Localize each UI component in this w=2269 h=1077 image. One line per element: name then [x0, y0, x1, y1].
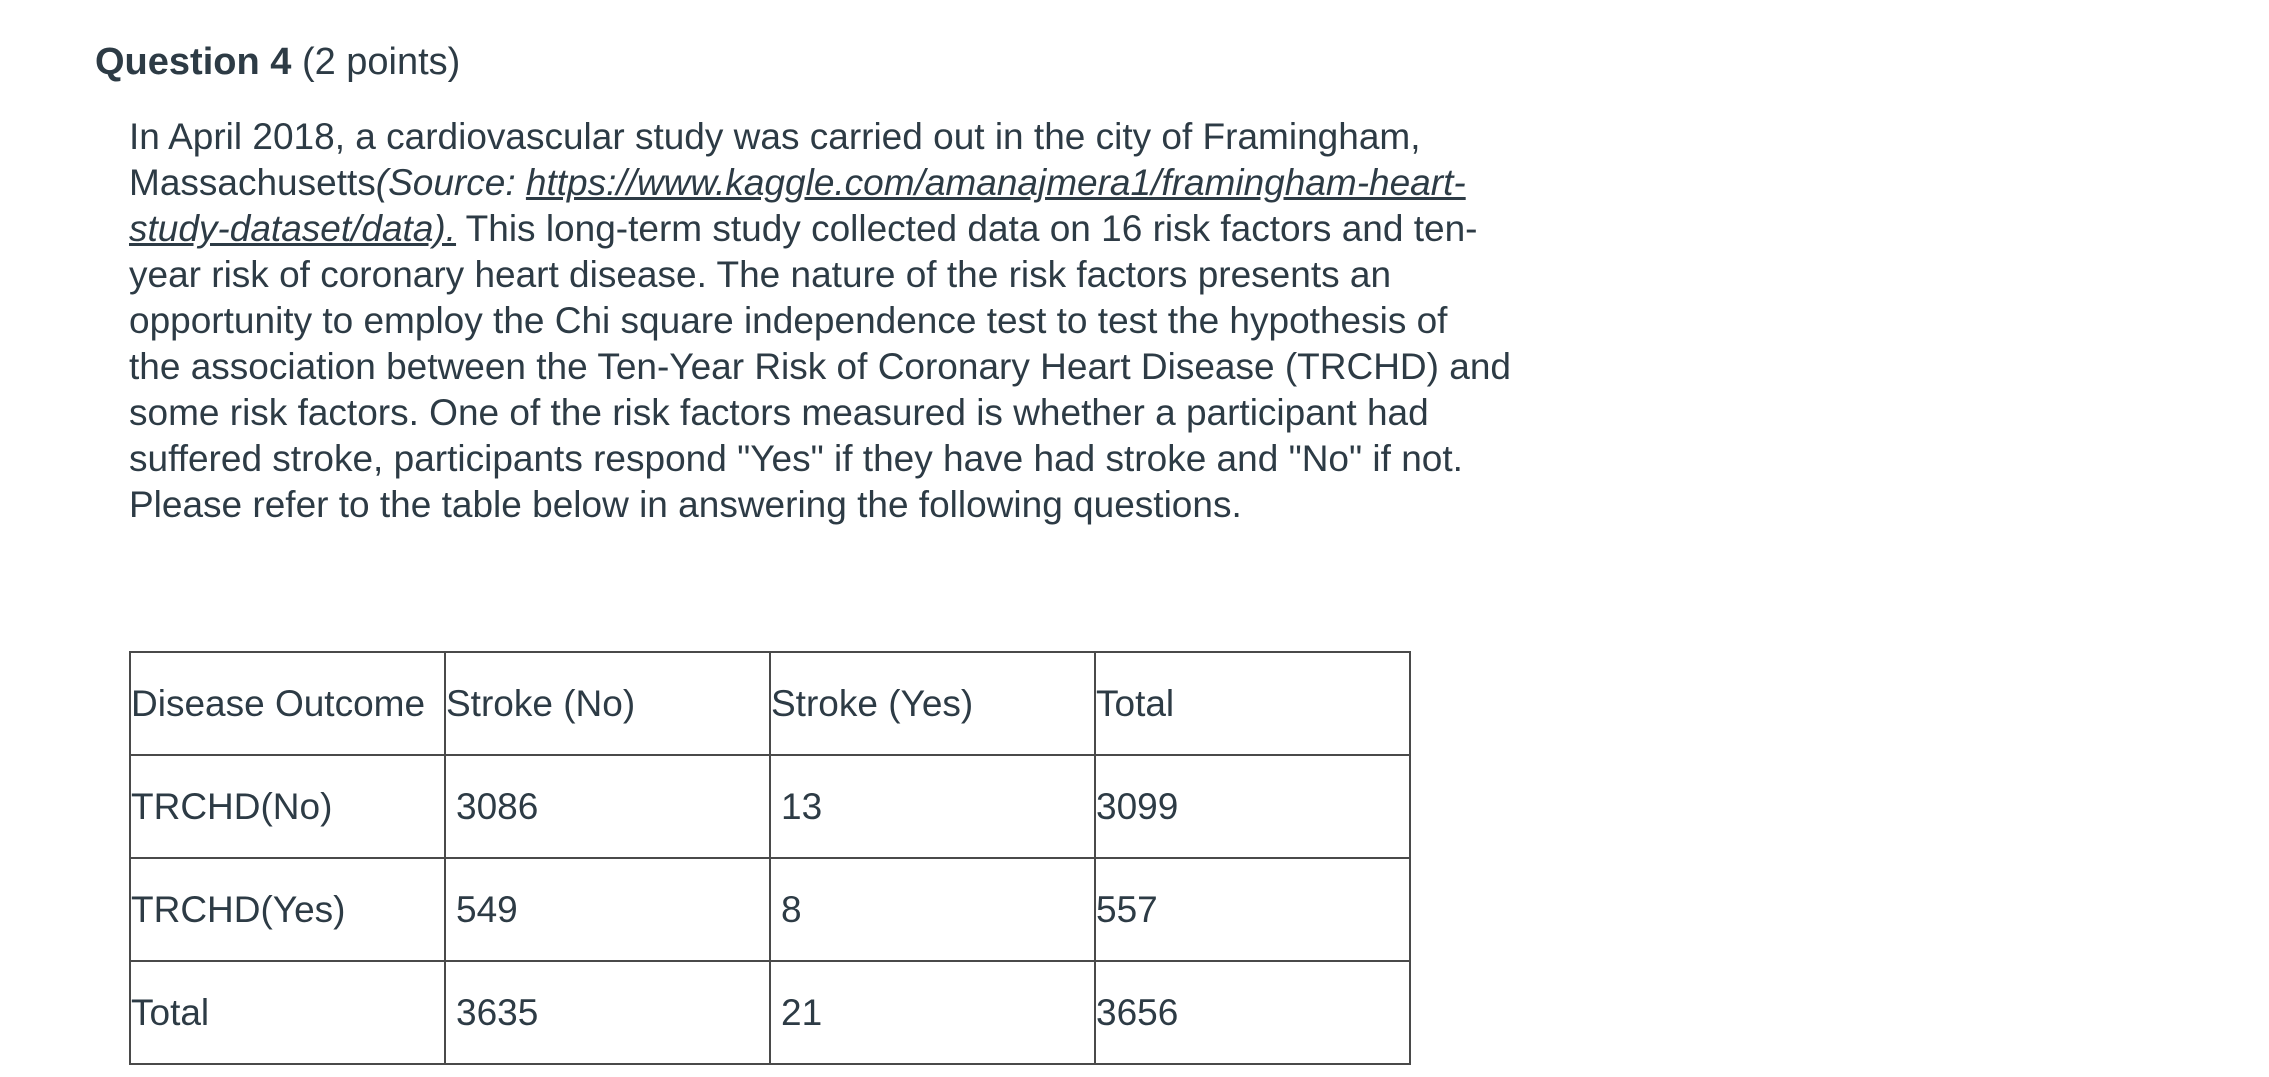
question-line: suffered stroke, participants respond "Yes" if they have had stroke and "No" if not. [129, 438, 1463, 479]
table-row [130, 961, 1410, 1064]
table-row [130, 858, 1410, 961]
question-line: some risk factors. One of the risk factors measured is whether a participant had [129, 392, 1429, 433]
question-line: In April 2018, a cardiovascular study was carried out in the city of Framingham, [129, 116, 1421, 157]
question-points: (2 points) [301, 41, 461, 83]
question-line: Please refer to the table below in answering the following questions. [129, 484, 1242, 525]
table-cell: 3099 [1095, 755, 1410, 858]
table-header-cell: Total [1095, 652, 1410, 755]
table-row [130, 755, 1410, 858]
question-text-fragment: This long-term study collected data on 16 risk factors and ten- [456, 208, 1478, 249]
question-text-fragment: Massachusetts [129, 162, 376, 203]
question-line [129, 206, 1579, 252]
source-link[interactable]: https://www.kaggle.com/amanajmera1/framingham-heart- [525, 162, 1466, 203]
source-link[interactable]: study-dataset/data). [129, 208, 457, 249]
table-cell: 8 [770, 858, 1095, 961]
table-cell: TRCHD(No) [130, 755, 445, 858]
table-cell: 3656 [1095, 961, 1410, 1064]
table-header-cell: Stroke (No) [445, 652, 770, 755]
question-text [129, 114, 1579, 528]
table-cell: 3086 [445, 755, 770, 858]
table-cell: 21 [770, 961, 1095, 1064]
table-cell: Total [130, 961, 445, 1064]
contingency-table [129, 651, 1411, 1065]
table-header-cell: Stroke (Yes) [770, 652, 1095, 755]
table-cell: 13 [770, 755, 1095, 858]
question-line: opportunity to employ the Chi square independence test to test the hypothesis of [129, 300, 1448, 341]
question-title: Question 4 [95, 41, 292, 83]
table-cell: TRCHD(Yes) [130, 858, 445, 961]
table-cell: 549 [445, 858, 770, 961]
question-line: the association between the Ten-Year Risk of Coronary Heart Disease (TRCHD) and [129, 346, 1511, 387]
source-label: (Source: [375, 162, 526, 203]
question-line [129, 160, 1579, 206]
table-cell: 557 [1095, 858, 1410, 961]
table-cell: 3635 [445, 961, 770, 1064]
question-header [95, 38, 460, 86]
table-header-row [130, 652, 1410, 755]
table-header-cell: Disease Outcome [130, 652, 445, 755]
question-line: year risk of coronary heart disease. The nature of the risk factors presents an [129, 254, 1392, 295]
